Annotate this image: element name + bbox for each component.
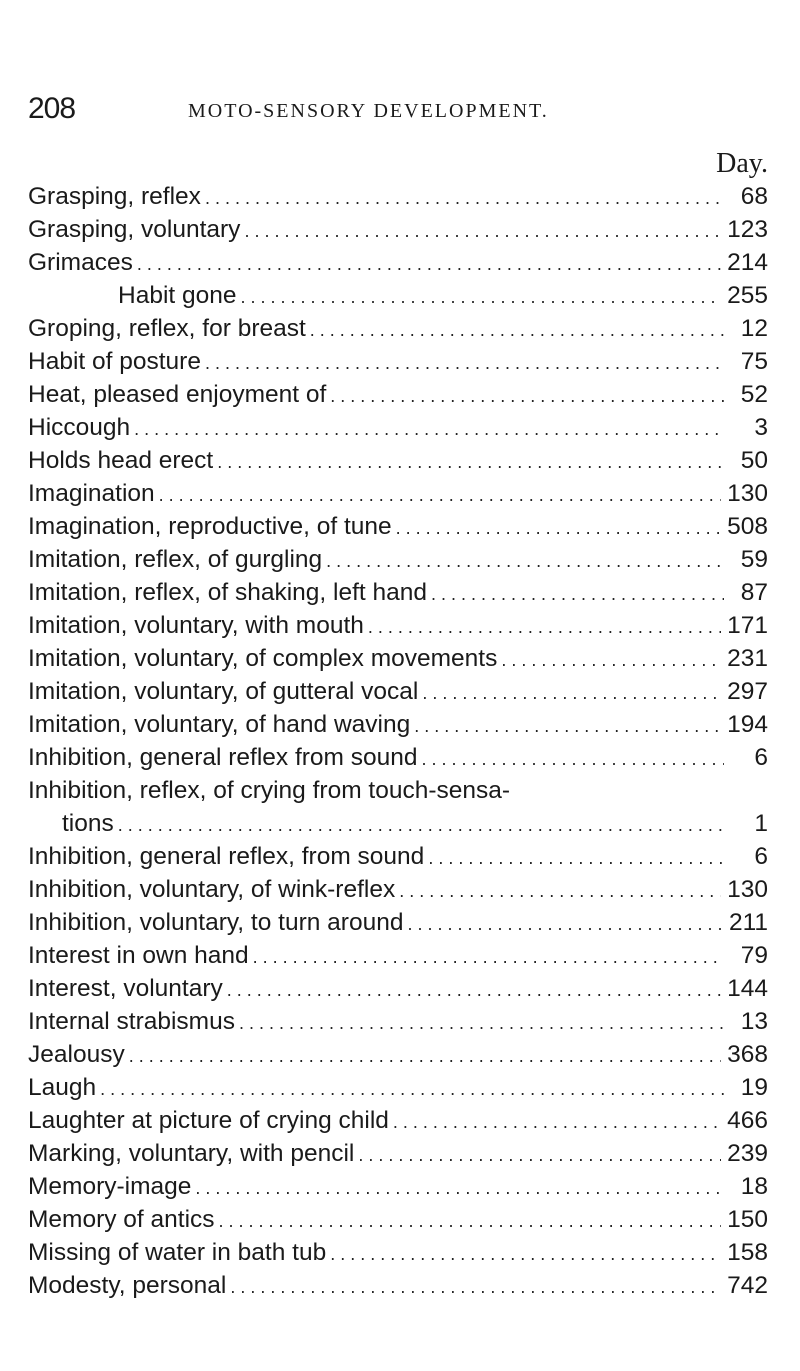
entry-label: Laughter at picture of crying child [28, 1107, 389, 1134]
index-entry [28, 246, 768, 279]
leader-dots [241, 281, 722, 314]
leader-dots [422, 677, 721, 710]
entry-day: 6 [754, 843, 768, 870]
leader-dots [330, 1238, 721, 1271]
index-entry [28, 939, 768, 972]
entry-label: Grimaces [28, 249, 133, 276]
index-entry [28, 642, 768, 675]
index-entry [28, 609, 768, 642]
page-title: MOTO-SENSORY DEVELOPMENT. [188, 100, 549, 122]
leader-dots [393, 1106, 721, 1139]
entry-day: 171 [727, 612, 768, 639]
index-subentry [28, 279, 768, 312]
entry-label: Groping, reflex, for breast [28, 315, 306, 342]
index-entry [28, 741, 768, 774]
entry-label: Inhibition, general reflex from sound [28, 744, 418, 771]
entry-label: Holds head erect [28, 447, 214, 474]
entry-day: 130 [727, 876, 768, 903]
entry-label: Jealousy [28, 1041, 125, 1068]
index-entry-list [28, 180, 768, 1302]
leader-dots [100, 1073, 724, 1106]
index-entry [28, 972, 768, 1005]
entry-day: 123 [727, 216, 768, 243]
entry-day: 68 [740, 183, 768, 210]
entry-label: tions [62, 810, 114, 837]
entry-label: Inhibition, general reflex, from sound [28, 843, 425, 870]
index-entry-continuation [28, 807, 768, 840]
leader-dots [195, 1172, 724, 1205]
index-entry [28, 708, 768, 741]
entry-label: Laugh [28, 1074, 97, 1101]
entry-label: Imagination, reproductive, of tune [28, 513, 392, 540]
index-entry [28, 906, 768, 939]
entry-label: Grasping, voluntary [28, 216, 241, 243]
entry-label: Marking, voluntary, with pencil [28, 1140, 355, 1167]
entry-label: Imagination [28, 480, 155, 507]
index-entry [28, 873, 768, 906]
entry-day: 52 [740, 381, 768, 408]
running-head [28, 92, 768, 132]
index-entry [28, 345, 768, 378]
index-entry [28, 378, 768, 411]
index-entry [28, 576, 768, 609]
leader-dots [239, 1007, 724, 1040]
index-entry [28, 774, 768, 807]
leader-dots [431, 578, 724, 611]
leader-dots [428, 842, 724, 875]
entry-label: Internal strabismus [28, 1008, 235, 1035]
entry-label: Imitation, voluntary, of gutteral vocal [28, 678, 419, 705]
leader-dots [159, 479, 721, 512]
leader-dots [399, 875, 721, 908]
entry-day: 87 [740, 579, 768, 606]
entry-day: 75 [740, 348, 768, 375]
entry-day: 214 [727, 249, 768, 276]
index-entry [28, 477, 768, 510]
entry-label: Interest in own hand [28, 942, 249, 969]
index-entry [28, 312, 768, 345]
entry-label: Heat, pleased enjoyment of [28, 381, 327, 408]
leader-dots [368, 611, 721, 644]
index-entry [28, 1038, 768, 1071]
entry-day: 79 [740, 942, 768, 969]
entry-day: 194 [727, 711, 768, 738]
leader-dots [205, 182, 724, 215]
entry-label: Grasping, reflex [28, 183, 201, 210]
index-entry [28, 213, 768, 246]
entry-label: Memory of antics [28, 1206, 215, 1233]
entry-day: 255 [727, 282, 768, 309]
index-entry [28, 444, 768, 477]
index-entry [28, 675, 768, 708]
index-entry [28, 1071, 768, 1104]
entry-day: 508 [727, 513, 768, 540]
leader-dots [134, 413, 724, 446]
leader-dots [205, 347, 724, 380]
entry-day: 19 [740, 1074, 768, 1101]
entry-label: Imitation, voluntary, with mouth [28, 612, 364, 639]
entry-label: Inhibition, voluntary, to turn around [28, 909, 404, 936]
leader-dots [217, 446, 724, 479]
leader-dots [326, 545, 724, 578]
entry-label: Imitation, voluntary, of complex movements [28, 645, 498, 672]
entry-label: Habit of posture [28, 348, 201, 375]
entry-day: 231 [727, 645, 768, 672]
leader-dots [330, 380, 724, 413]
entry-label: Memory-image [28, 1173, 192, 1200]
leader-dots [137, 248, 721, 281]
entry-label: Habit gone [118, 282, 237, 309]
entry-day: 1 [754, 810, 768, 837]
entry-label: Imitation, reflex, of gurgling [28, 546, 323, 573]
entry-day: 50 [740, 447, 768, 474]
entry-label: Hiccough [28, 414, 131, 441]
entry-day: 18 [740, 1173, 768, 1200]
index-entry [28, 1137, 768, 1170]
index-entry [28, 543, 768, 576]
entry-label: Inhibition, voluntary, of wink-reflex [28, 876, 396, 903]
index-entry [28, 1104, 768, 1137]
leader-dots [227, 974, 721, 1007]
index-entry [28, 1203, 768, 1236]
entry-day: 150 [727, 1206, 768, 1233]
index-entry [28, 1236, 768, 1269]
index-entry [28, 1170, 768, 1203]
index-entry [28, 510, 768, 543]
entry-label: Modesty, personal [28, 1272, 227, 1299]
index-entry [28, 180, 768, 213]
leader-dots [407, 908, 722, 941]
index-entry [28, 1005, 768, 1038]
leader-dots [219, 1205, 722, 1238]
leader-dots [253, 941, 724, 974]
entry-label: Inhibition, reflex, of crying from touch-sensa- [28, 777, 511, 804]
entry-day: 211 [728, 909, 768, 936]
leader-dots [129, 1040, 721, 1073]
entry-day: 13 [740, 1008, 768, 1035]
day-column-label: Day. [716, 148, 768, 179]
entry-day: 297 [727, 678, 768, 705]
leader-dots [501, 644, 721, 677]
leader-dots [422, 743, 725, 776]
entry-day: 12 [740, 315, 768, 342]
leader-dots [396, 512, 721, 545]
page-number: 208 [28, 92, 76, 125]
entry-day: 158 [727, 1239, 768, 1266]
entry-day: 6 [754, 744, 768, 771]
leader-dots [244, 215, 721, 248]
entry-day: 466 [727, 1107, 768, 1134]
leader-dots [358, 1139, 721, 1172]
entry-day: 239 [727, 1140, 768, 1167]
entry-day: 59 [740, 546, 768, 573]
entry-day: 130 [727, 480, 768, 507]
entry-day: 3 [754, 414, 768, 441]
leader-dots [230, 1271, 721, 1304]
index-entry [28, 1269, 768, 1302]
entry-label: Imitation, voluntary, of hand waving [28, 711, 411, 738]
index-entry [28, 840, 768, 873]
entry-day: 368 [727, 1041, 768, 1068]
leader-dots [414, 710, 721, 743]
entry-label: Interest, voluntary [28, 975, 223, 1002]
leader-dots [310, 314, 724, 347]
leader-dots [118, 809, 724, 842]
entry-label: Imitation, reflex, of shaking, left hand [28, 579, 428, 606]
entry-day: 144 [727, 975, 768, 1002]
index-entry [28, 411, 768, 444]
entry-day: 742 [727, 1272, 768, 1299]
entry-label: Missing of water in bath tub [28, 1239, 327, 1266]
